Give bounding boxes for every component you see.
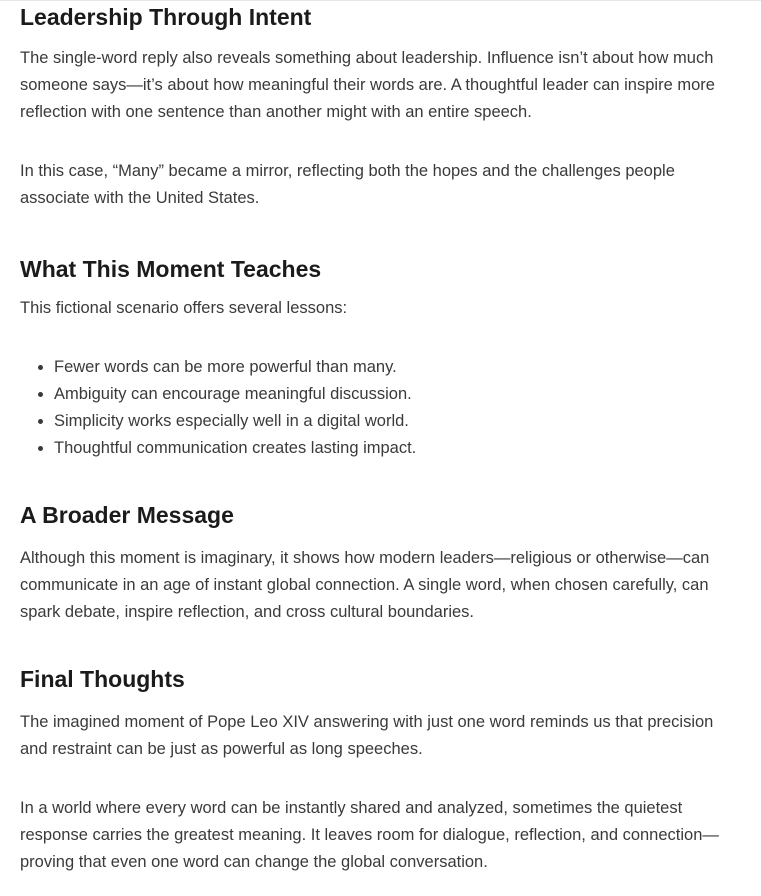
- paragraph: In a world where every word can be instantly shared and analyzed, sometimes the quietest response carries the greatest meaning. It leaves room for dialogue, reflection, and connection—proving that even one word can change the global conversation.: [20, 799, 719, 871]
- paragraph: Although this moment is imaginary, it shows how modern leaders—religious or otherwise—can communicate in an age of instant global connection. A single word, when chosen carefully, can spark debate, inspire reflection, and cross cultural boundaries.: [20, 549, 710, 621]
- section-heading-lessons: What This Moment Teaches: [20, 256, 322, 282]
- paragraph: In this case, “Many” became a mirror, reflecting both the hopes and the challenges people associate with the United States.: [20, 162, 675, 207]
- article-body: [20, 0, 744, 876]
- section-heading-final-thoughts: Final Thoughts: [20, 666, 185, 692]
- list-item: • Thoughtful communication creates lasting impact.: [54, 435, 744, 462]
- paragraph: This fictional scenario offers several lessons:: [20, 299, 348, 317]
- paragraph: The single-word reply also reveals something about leadership. Influence isn’t about how much someone says—it’s about how meaningful their words are. A thoughtful leader can inspire more reflection with one sentence than another might with an entire speech.: [20, 49, 715, 121]
- list-item: • Ambiguity can encourage meaningful discussion.: [54, 381, 744, 408]
- section-heading-leadership: Leadership Through Intent: [20, 4, 312, 30]
- section-heading-broader-message: A Broader Message: [20, 502, 234, 528]
- list-item: • Simplicity works especially well in a digital world.: [54, 408, 744, 435]
- paragraph: The imagined moment of Pope Leo XIV answering with just one word reminds us that precision and restraint can be just as powerful as long speeches.: [20, 713, 714, 758]
- list-item: • Fewer words can be more powerful than many.: [54, 354, 744, 381]
- lessons-list: [20, 354, 744, 462]
